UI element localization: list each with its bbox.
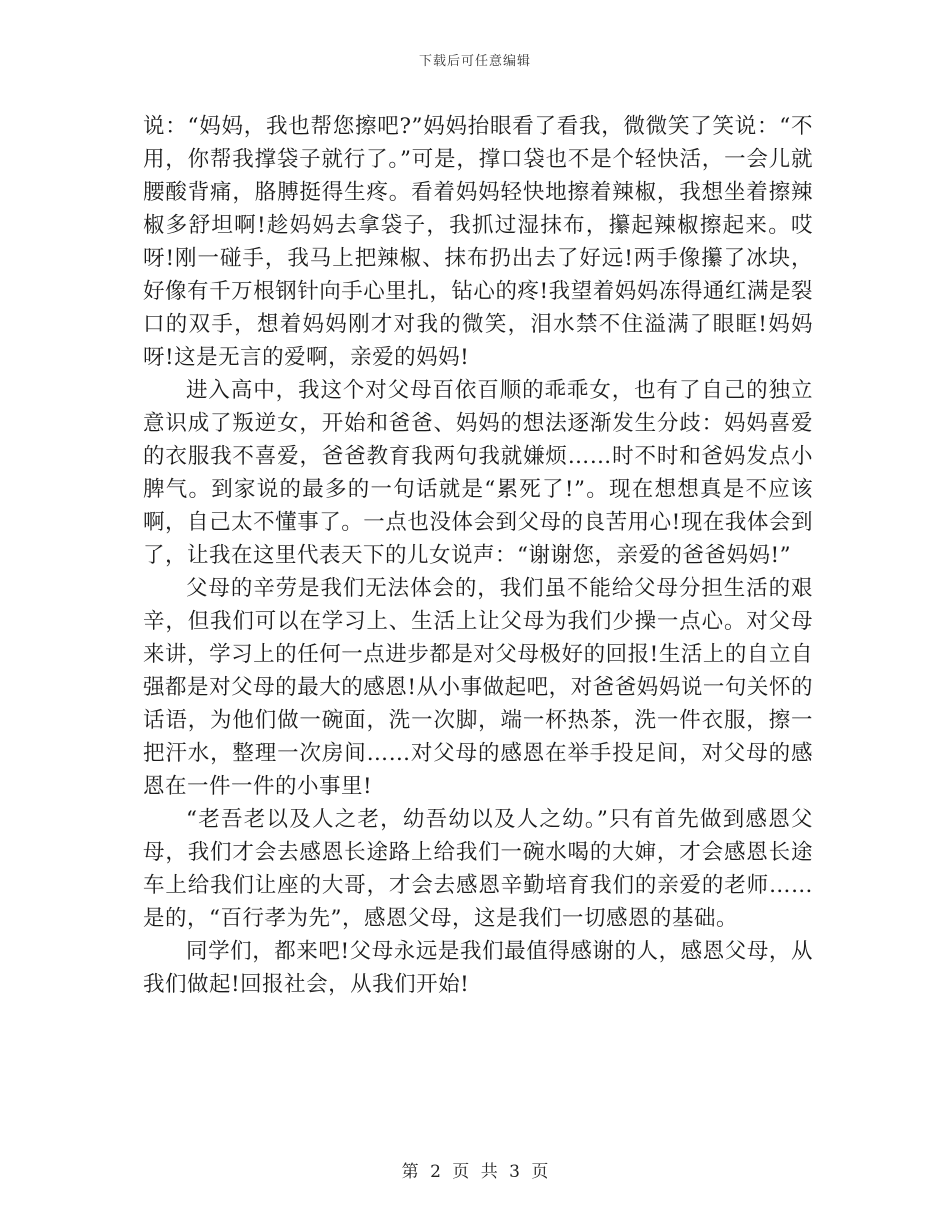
paragraph-4: “老吾老以及人之老，幼吾幼以及人之幼。”只有首先做到感恩父母，我们才会去感恩长途路上给我们一碗水喝的大婶，才会感恩长途车上给我们让座的大哥，才会去感恩辛勤培育我们的亲爱的老师……是的，“百行孝为先”，感恩父母，这是我们一切感恩的基础。 xyxy=(143,807,813,931)
paragraph-2: 进入高中，我这个对父母百依百顺的乖乖女，也有了自己的独立意识成了叛逆女，开始和爸爸、妈妈的想法逐渐发生分歧：妈妈喜爱的衣服我不喜爱，爸爸教育我两句我就嫌烦……时不时和爸妈发点小脾气。到家说的最多的一句话就是“累死了!”。现在想想真是不应该啊，自己太不懂事了。一点也没体会到父母的良苦用心!现在我体会到了，让我在这里代表天下的儿女说声：“谢谢您，亲爱的爸爸妈妈!” xyxy=(143,378,813,568)
paragraph-1: 说：“妈妈，我也帮您擦吧?”妈妈抬眼看了看我，微微笑了笑说：“不用，你帮我撑袋子就行了。”可是，撑口袋也不是个轻快活，一会儿就腰酸背痛，胳膊挺得生疼。看着妈妈轻快地擦着辣椒，我想坐着擦辣椒多舒坦啊!趁妈妈去拿袋子，我抓过湿抹布，攥起辣椒擦起来。哎呀!刚一碰手，我马上把辣椒、抹布扔出去了好远!两手像攥了冰块，好像有千万根钢针向手心里扎，钻心的疼!我望着妈妈冻得通红满是裂口的双手，想着妈妈刚才对我的微笑，泪水禁不住溢满了眼眶!妈妈呀!这是无言的爱啊，亲爱的妈妈! xyxy=(143,114,813,370)
paragraph-5: 同学们，都来吧!父母永远是我们最值得感谢的人，感恩父母，从我们做起!回报社会，从我们开始! xyxy=(143,939,813,997)
paragraph-3: 父母的辛劳是我们无法体会的，我们虽不能给父母分担生活的艰辛，但我们可以在学习上、生活上让父母为我们少操一点心。对父母来讲，学习上的任何一点进步都是对父母极好的回报!生活上的自立自强都是对父母的最大的感恩!从小事做起吧，对爸爸妈妈说一句关怀的话语，为他们做一碗面，洗一次脚，端一杯热茶，洗一件衣服，擦一把汗水，整理一次房间……对父母的感恩在举手投足间，对父母的感恩在一件一件的小事里! xyxy=(143,576,813,799)
document-body xyxy=(143,110,813,1001)
page-header: 下载后可任意编辑 xyxy=(418,54,531,69)
page-footer: 第 2 页 共 3 页 xyxy=(401,1162,549,1182)
